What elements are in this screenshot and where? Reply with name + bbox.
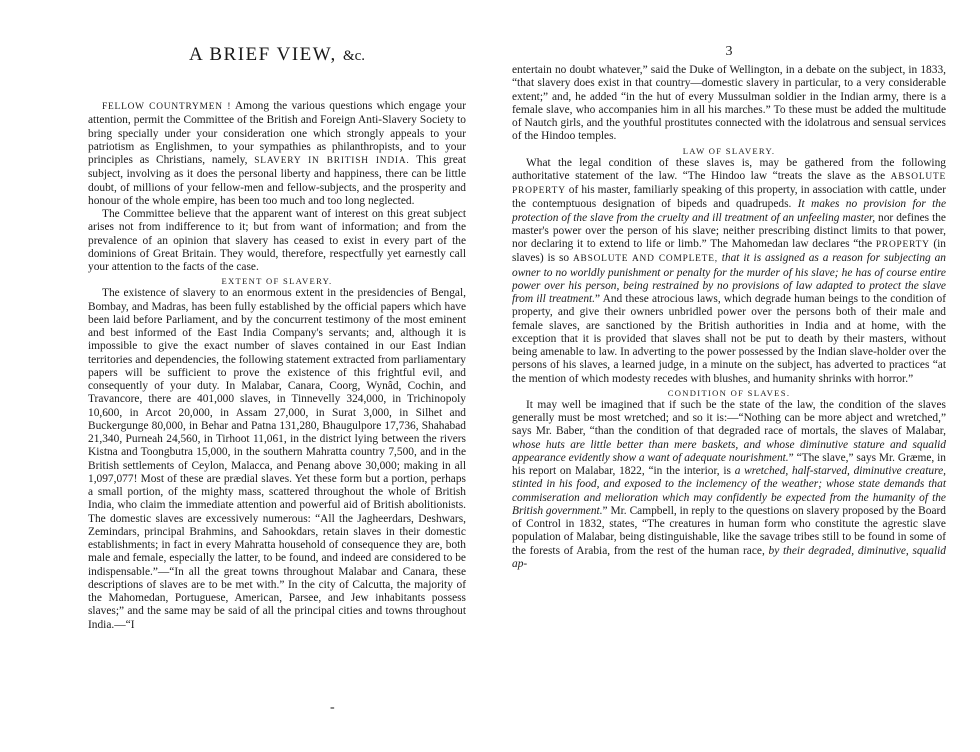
italic-run: a wretched, half-starved, diminutive creature, stinted in his food, and exposed to the inclemency of the weather; whose state demands that commiseration and melioration which may confidently be expected from the humanity of the British government.: [512, 465, 947, 517]
section-heading-condition: CONDITION OF SLAVES.: [667, 387, 791, 398]
italic-run: that it is assigned as a reason for subjecting an owner to no worldly punishment or penalty for the murder of his slave; he has of course entire power over his person, being restrained by no provisions of law adapted to protect the slave from ill treatment.: [512, 252, 946, 305]
small-caps-run: SLAVERY IN BRITISH INDIA.: [254, 156, 410, 166]
text-run: ” “The slave,” says Mr. Græme, in his report on Malabar, 1822, “in the interior, is: [512, 451, 946, 477]
small-caps-run: ABSOLUTE AND COMPLETE,: [572, 254, 718, 265]
small-caps-run: FELLOW COUNTRYMEN !: [102, 102, 232, 112]
left-paragraph-3: The existence of slavery to an enormous extent in the presidencies of Bengal, Bombay, and Madras, has been fully established by the official papers which have been laid before Parliament, and by the concurrent testimony of the most eminent and best informed of the East India Company's servants; and, although it is impossible to give the exact number of slaves contained in our East Indian territories and dependencies, the following statement extracted from parliamentary papers will be sufficient to prove the existence of this frightful evil, and consequently of your duty. In Malabar, Canara, Coorg, Wynâd, Cochin, and Travancore, there are 401,000 slaves, in Tinnevelly 324,000, in Trichinopoly 10,600, in Arcot 20,000, in Assam 27,000, in Surat 3,000, in Silhet and Buckergunge 80,000, in Behar and Patna 131,280, Bhaugulpore 17,736, Shahabad 21,340, Purneah 24,560, in Tirhoot 11,061, in the district lying between the rivers Kistna and Toongbutra 15,000, in the southern Mahratta country 7,500, and in the British settlements of Ceylon, Malacca, and Penang above 30,000; making in all 1,097,077! Most of these are prædial slaves. Yet these form but a portion, perhaps a small portion, of the mighty mass, scattered throughout the whole of British India, who claim the immediate attention and powerful aid of British abolitionists. The domestic slaves are excessively numerous: “All the Jagheerdars, Deshwars, Zemindars, principal Brahmins, and Sahookdars, retain slaves in their domestic establishments; in fact in every Mahratta household of consequence they are, both male and female, especially the latter, to be found, and indeed are considered to be indispensable.”—“In all the great towns throughout Malabar and Canara, these descriptions of slaves are to be met with.” In the city of Calcutta, the majority of the Mahomedan, Portuguese, American, Parsee, and Jew inhabitants possess slaves;” and the same may be said of all the principal cities and towns throughout India.—“I: [88, 287, 466, 631]
running-head-suffix: &c.: [342, 48, 366, 64]
right-body-text: [512, 64, 946, 571]
right-paragraph-3: [512, 399, 946, 571]
small-caps-run: PROPERTY: [875, 240, 930, 250]
page-number: 3: [725, 44, 733, 59]
text-run: It may well be imagined that if such be the state of the law, the condition of the slaves generally must be most wretched; and so it is:—“Nothing can be more abject and wretched,” says Mr. Baber, “than the condition of that degraded race of mortals, the slaves of Malabar,: [512, 398, 946, 438]
italic-run: by their degraded, diminutive, squalid ap-: [512, 544, 947, 570]
right-paragraph-1: entertain no doubt whatever,” said the Duke of Wellington, in a debate on the subject, in 1833, “that slavery does exist in that country—domestic slavery in particular, to a very considerable extent;” and, he added “in the hut of every Mussulman soldier in the Indian army, there is a female slave, who accompanies him in all his marches.” To these must be added the multitude of Nautch girls, and the youthful prostitutes connected with the idolatrous and sensual services of the Hindoo temples.: [512, 64, 946, 143]
running-head: [88, 44, 466, 66]
left-paragraph-1: [88, 100, 466, 208]
left-body-text: [88, 100, 466, 632]
text-run: nor defines the master's power over the person of his slave; neither prescribing distinct limits to that power, nor declaring it to extend to life or limb.” The Mahomedan law declares “the: [512, 211, 946, 250]
page-end-mark: -: [330, 700, 335, 715]
italic-run: It makes no provision for the protection of the slave from the cruelty and ill treatment of an unfeeling master,: [512, 198, 946, 224]
text-run: What the legal condition of these slaves is, may be gathered from the following authoritative statement of the law. “The Hindoo law “treats the slave as the: [512, 156, 946, 182]
text-run: ” Mr. Campbell, in reply to the questions on slavery proposed by the Board of Control in 1832, states, “The creatures in human form who constitute the agrestic slave population of Malabar, being distinguishable, like the savage tribes still to be found in some of the forests of Arabia, from the rest of the human race,: [512, 504, 946, 557]
section-heading-extent: EXTENT OF SLAVERY.: [221, 276, 333, 287]
italic-run: whose huts are little better than mere baskets, and whose diminutive stature and squalid appearance evidently show a want of adequate nourishment.: [512, 438, 946, 464]
text-run: ” And these atrocious laws, which degrade human beings to the condition of property, and give their owners unbridled power over the persons both of their male and female slaves, are sanctioned by the British authorities in India and at home, with the exception that it is provided that slaves shall not be put to death by their masters, without being amenable to law. In adverting to the power possessed by the Indian slave-holder over the persons of his slaves, a learned judge, in a minute on the subject, has adverted to practices “at the mention of which modesty recedes with blushes, and humanity shrinks with horror.”: [512, 293, 946, 385]
text-run: (in slaves) is so: [512, 238, 946, 265]
text-run: This great subject, involving as it does the personal liberty and happiness, there can be little doubt, of millions of your fellow-men and fellow-subjects, and the prosperity and honour of the whole empire, has been too much and too long neglected.: [88, 154, 466, 207]
right-paragraph-2: [512, 157, 946, 386]
right-page: [490, 0, 980, 752]
small-caps-run: ABSOLUTE PROPERTY: [512, 171, 946, 196]
text-run: of his master, familiarly speaking of this property, in association with cattle, under the contemptuous designation of bipeds and quadrupeds.: [512, 184, 946, 211]
running-head-title: A BRIEF VIEW,: [188, 44, 337, 65]
text-run: Among the various questions which engage your attention, permit the Committee of the British and Foreign Anti-Slavery Society to bring specially under your consideration one which strongly appeals to your patriotism as Englishmen, to your sympathies as philanthropists, and to your principles as Christians, namely,: [88, 100, 466, 166]
section-heading-law: LAW OF SLAVERY.: [682, 145, 776, 156]
left-paragraph-2: The Committee believe that the apparent want of interest on this great subject arises not from indifference to it; but from want of information; and from the prevalence of an opinion that slavery has ceased to exist in every part of the dominions of Great Britain. They would, therefore, respectfully yet earnestly call your attention to the facts of the case.: [88, 208, 466, 273]
